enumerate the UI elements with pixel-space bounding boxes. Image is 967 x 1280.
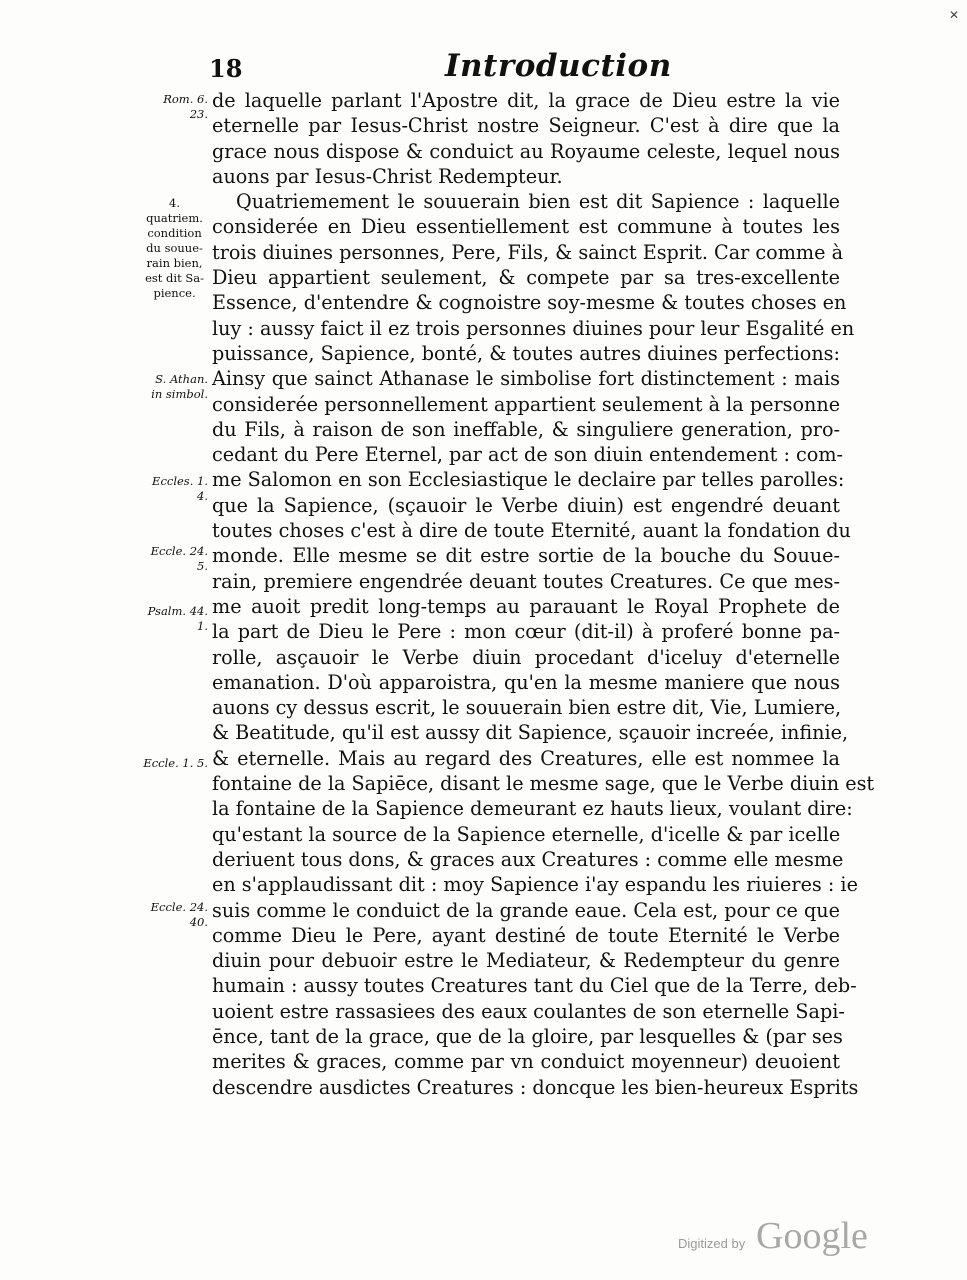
margin-note: Rom. 6. 23. <box>163 92 208 121</box>
text-line: fontaine de la Sapiēce, disant le mesme sage, que le Verbe diuin est <box>212 772 875 796</box>
running-title: Introduction <box>445 48 672 84</box>
text-line: luy : aussy faict il ez trois personnes diuines pour leur Esgalité en <box>212 316 855 340</box>
margin-note: 4. quatriem. condition du souue- rain bien, est dit Sa- pience. <box>145 196 204 300</box>
text-line: emanation. D'où apparoistra, qu'en la mesme maniere que nous <box>212 670 840 694</box>
text-line: & eternelle. Mais au regard des Creatures, elle est nommee la <box>212 746 840 770</box>
margin-note: Eccle. 24. 40. <box>150 900 208 929</box>
text-line: la fontaine de la Sapience demeurant ez hauts lieux, voulant dire: <box>212 797 853 821</box>
text-line: eternelle par Iesus-Christ nostre Seigneur. C'est à dire que la <box>212 114 840 138</box>
text-line: diuin pour debuoir estre le Mediateur, & Redempteur du genre <box>212 949 840 973</box>
text-line: suis comme le conduict de la grande eaue. Cela est, pour ce que <box>212 898 840 922</box>
text-line: merites & graces, comme par vn conduict moyenneur) deuoient <box>212 1050 840 1074</box>
text-line: cedant du Pere Eternel, par act de son diuin entendement : com- <box>212 443 844 467</box>
text-line: que la Sapience, (sçauoir le Verbe diuin) est engendré deuant <box>212 493 840 517</box>
text-line: Quatriemement le souuerain bien est dit Sapience : laquelle <box>236 190 840 214</box>
text-line: de laquelle parlant l'Apostre dit, la grace de Dieu estre la vie <box>212 89 840 112</box>
text-line: rolle, asçauoir le Verbe diuin procedant d'iceluy d'eternelle <box>212 645 840 669</box>
text-line: me auoit predit long-temps au parauant le Royal Prophete de <box>212 594 840 618</box>
digitized-watermark <box>678 1214 878 1264</box>
text-line: comme Dieu le Pere, ayant destiné de toute Eternité le Verbe <box>212 923 840 947</box>
text-line: & Beatitude, qu'il est aussy dit Sapience, sçauoir increée, infinie, <box>212 721 849 745</box>
margin-note: Eccle. 24. 5. <box>150 544 208 573</box>
margin-note: Eccles. 1. 4. <box>152 474 208 503</box>
text-line: Essence, d'entendre & cognoistre soy-mesme & toutes choses en <box>212 291 847 315</box>
text-line: humain : aussy toutes Creatures tant du Ciel que de la Terre, deb- <box>212 974 857 998</box>
margin-note: Eccle. 1. 5. <box>143 756 208 770</box>
text-line: ēnce, tant de la grace, que de la gloire, par lesquelles & (par ses <box>212 1024 843 1048</box>
text-line: Dieu appartient seulement, & compete par sa tres-excellente <box>212 266 840 290</box>
text-line: considerée en Dieu essentiellement est commune à toutes les <box>212 215 840 239</box>
text-line: rain, premiere engendrée deuant toutes Creatures. Ce que mes- <box>212 569 840 593</box>
text-line: du Fils, à raison de son ineffable, & singuliere generation, pro- <box>212 417 840 441</box>
page-number: 18 <box>209 54 243 83</box>
text-line: auons cy dessus escrit, le souuerain bien estre dit, Vie, Lumiere, <box>212 696 842 720</box>
text-line: trois diuines personnes, Pere, Fils, & sainct Esprit. Car comme à <box>212 240 844 264</box>
body-text <box>212 88 875 1100</box>
text-line: qu'estant la source de la Sapience eternelle, d'icelle & par icelle <box>212 822 841 846</box>
text-line: toutes choses c'est à dire de toute Eternité, auant la fondation du <box>212 519 851 543</box>
text-line: grace nous dispose & conduict au Royaume celeste, lequel nous <box>212 139 840 163</box>
corner-mark-icon: ✕ <box>949 8 960 22</box>
text-line: puissance, Sapience, bonté, & toutes autres diuines perfections: <box>212 341 840 365</box>
text-line: monde. Elle mesme se dit estre sortie de la bouche du Souue- <box>212 544 840 568</box>
margin-note: Psalm. 44. 1. <box>147 604 208 633</box>
watermark-logo-text: Google <box>756 1215 868 1257</box>
text-line: descendre ausdictes Creatures : doncque les bien-heureux Esprits <box>212 1075 859 1099</box>
text-line: deriuent tous dons, & graces aux Creatures : comme elle mesme <box>212 847 844 871</box>
text-line: uoient estre rassasiees des eaux coulantes de son eternelle Sapi- <box>212 999 845 1023</box>
page-header <box>205 48 845 88</box>
text-line: en s'applaudissant dit : moy Sapience i'ay espandu les riuieres : ie <box>212 873 858 897</box>
text-line: la part de Dieu le Pere : mon cœur (dit-il) à proferé bonne pa- <box>212 620 840 644</box>
text-line: considerée personnellement appartient seulement à la personne <box>212 392 841 416</box>
text-line: auons par Iesus-Christ Redempteur. <box>212 164 563 188</box>
text-line: me Salomon en son Ecclesiastique le declaire par telles parolles: <box>212 468 845 492</box>
margin-note: S. Athan. in simbol. <box>151 372 208 401</box>
text-line: Ainsy que sainct Athanase le simbolise fort distinctement : mais <box>212 367 840 391</box>
watermark-small-text: Digitized by <box>678 1236 746 1251</box>
